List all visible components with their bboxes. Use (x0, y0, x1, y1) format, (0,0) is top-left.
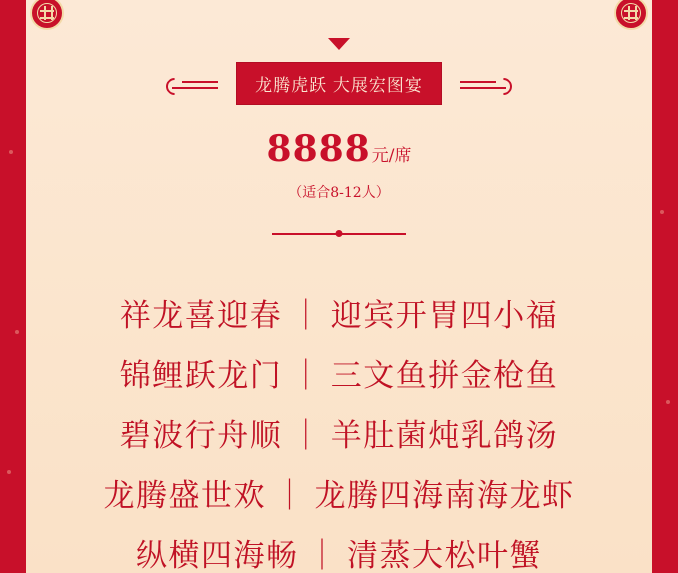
decor-dot (9, 150, 13, 154)
cream-panel (26, 0, 652, 573)
price-block (26, 128, 652, 202)
dish-name: 纵横四海畅 (136, 538, 299, 573)
dish-separator: ｜ (274, 478, 307, 514)
list-item (26, 466, 652, 526)
right-red-band (652, 0, 678, 573)
left-red-band (0, 0, 26, 573)
dish-desc: 羊肚菌炖乳鸽汤 (330, 418, 559, 454)
dish-separator: ｜ (290, 418, 323, 454)
flourish-left-icon (164, 74, 222, 94)
banquet-title-row (26, 62, 652, 105)
price-number: 8888 (266, 128, 371, 170)
list-item (26, 346, 652, 406)
dish-name: 龙腾盛世欢 (103, 478, 266, 514)
list-item (26, 286, 652, 346)
list-item (26, 406, 652, 466)
dish-list (26, 286, 652, 573)
dish-separator: ｜ (306, 538, 339, 573)
banquet-title: 龙腾虎跃 大展宏图宴 (236, 62, 442, 105)
decor-dot (660, 210, 664, 214)
dish-separator: ｜ (290, 298, 323, 334)
section-divider (272, 228, 406, 240)
dish-name: 祥龙喜迎春 (119, 298, 283, 334)
dish-separator: ｜ (290, 358, 323, 394)
dish-name: 锦鲤跃龙门 (119, 358, 283, 394)
decor-dot (15, 330, 19, 334)
list-item (26, 526, 652, 573)
flourish-right-icon (456, 74, 514, 94)
dish-desc: 龙腾四海南海龙虾 (314, 478, 575, 514)
decor-dot (7, 470, 11, 474)
dish-desc: 清蒸大松叶蟹 (347, 538, 542, 573)
dish-desc: 三文鱼拼金枪鱼 (330, 358, 559, 394)
decor-dot (666, 400, 670, 404)
price-unit: 元/席 (371, 146, 412, 166)
price-note: （适合8-12人） (288, 185, 390, 201)
caret-down-icon (328, 38, 350, 50)
dish-desc: 迎宾开胃四小福 (330, 298, 559, 334)
dish-name: 碧波行舟顺 (119, 418, 283, 454)
